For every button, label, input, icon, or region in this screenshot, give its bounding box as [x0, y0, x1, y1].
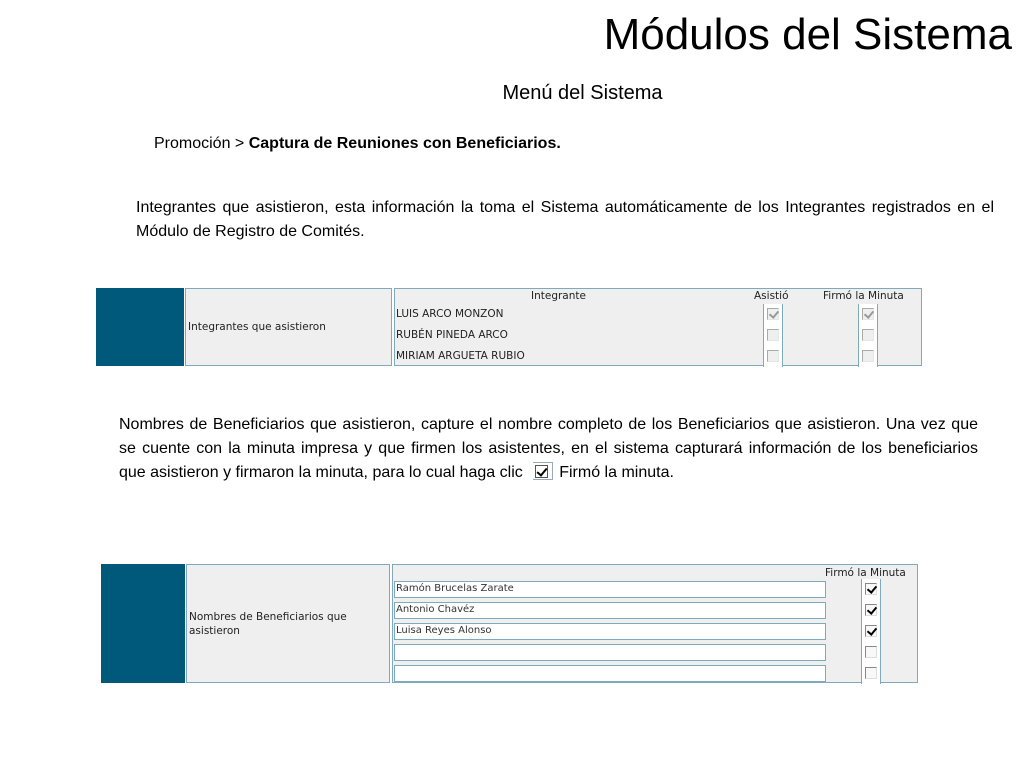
beneficiario-name-input[interactable]	[394, 644, 826, 661]
slide-title: Módulos del Sistema	[603, 10, 1012, 59]
beneficiario-name-input[interactable]: Ramón Brucelas Zarate	[394, 581, 826, 598]
firmo-cell	[861, 642, 881, 663]
firmo-checkbox[interactable]	[865, 646, 877, 658]
header-integrante: Integrante	[531, 290, 586, 302]
slide-subtitle: Menú del Sistema	[502, 82, 663, 104]
table-row	[393, 663, 917, 684]
integrante-name: RUBÉN PINEDA ARCO	[396, 329, 508, 341]
firmo-cell	[861, 663, 881, 684]
firmo-cell	[858, 346, 878, 367]
firmo-cell	[861, 600, 881, 621]
description-integrantes: Integrantes que asistieron, esta información la toma el Sistema automáticamente de los Integrantes registrados en el Módulo de Registro de Comités.	[136, 199, 994, 240]
integrantes-form	[96, 288, 922, 366]
beneficiarios-table	[392, 564, 918, 683]
table-row	[395, 325, 921, 346]
integrante-name: LUIS ARCO MONZON	[396, 308, 504, 320]
firmo-cell	[861, 621, 881, 642]
header-asistio: Asistió	[754, 290, 789, 302]
breadcrumb	[154, 135, 561, 153]
beneficiarios-form	[101, 564, 918, 683]
table-row	[393, 600, 917, 621]
description-beneficiarios	[119, 413, 978, 485]
asistio-checkbox[interactable]	[767, 329, 779, 341]
table-row	[395, 304, 921, 325]
firmo-checkbox[interactable]	[862, 308, 874, 320]
header-firmo-minuta: Firmó la Minuta	[825, 567, 906, 579]
beneficiario-name-input[interactable]: Antonio Chavéz	[394, 602, 826, 619]
beneficiario-name-input[interactable]	[394, 665, 826, 682]
beneficiarios-label: Nombres de Beneficiarios que asistieron	[186, 564, 390, 683]
integrante-name: MIRIAM ARGUETA RUBIO	[396, 350, 525, 362]
integrantes-label: Integrantes que asistieron	[185, 288, 392, 366]
table-row	[395, 346, 921, 367]
table-row	[393, 642, 917, 663]
asistio-cell	[763, 325, 783, 346]
description-text-end: Firmó la minuta.	[554, 464, 674, 481]
firmo-cell	[861, 579, 881, 600]
table-row	[393, 621, 917, 642]
breadcrumb-current: Captura de Reuniones con Beneficiarios.	[248, 135, 561, 152]
firmo-checkbox[interactable]	[865, 667, 877, 679]
firmo-checkbox[interactable]	[862, 329, 874, 341]
firmo-checkbox[interactable]	[865, 583, 877, 595]
firmo-checkbox[interactable]	[865, 625, 877, 637]
form-side-bar	[101, 564, 185, 683]
header-firmo-minuta: Firmó la Minuta	[823, 290, 904, 302]
beneficiario-name-input[interactable]: Luisa Reyes Alonso	[394, 623, 826, 640]
checkbox-example-icon	[533, 462, 553, 480]
form-side-bar	[96, 288, 184, 366]
asistio-cell	[763, 346, 783, 367]
asistio-checkbox[interactable]	[767, 350, 779, 362]
description-text: Nombres de Beneficiarios que asistieron, capture el nombre completo de los Beneficiarios que asistieron. Una vez que se cuente con la minuta impresa y que firmen los asistentes, en el sistema capturará información de los beneficiarios que asistieron y firmaron la minuta, para lo cual haga clic	[119, 416, 978, 481]
firmo-cell	[858, 325, 878, 346]
integrantes-table	[394, 288, 922, 366]
firmo-checkbox[interactable]	[862, 350, 874, 362]
asistio-cell	[763, 304, 783, 325]
firmo-checkbox[interactable]	[865, 604, 877, 616]
firmo-cell	[858, 304, 878, 325]
table-row	[393, 579, 917, 600]
asistio-checkbox[interactable]	[767, 308, 779, 320]
breadcrumb-prefix: Promoción >	[154, 135, 249, 152]
